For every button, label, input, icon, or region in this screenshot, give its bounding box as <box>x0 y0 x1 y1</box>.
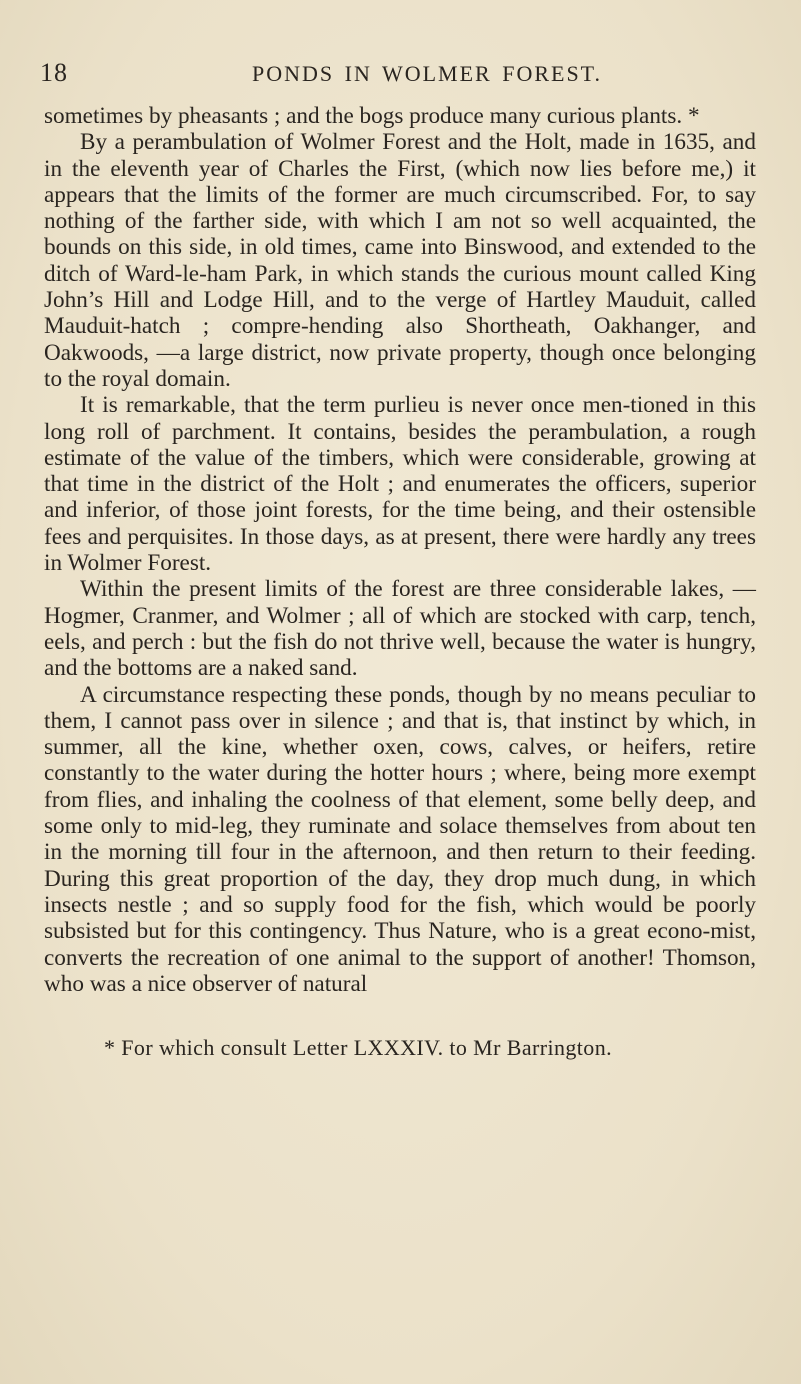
paragraph: A circumstance respecting these ponds, though by no means peculiar to them, I cannot pass over in silence ; and that is, that instinct by which, in summer, all the kine, whether oxen, cows, calves, or heifers, retire constantly to the water during the hotter hours ; where, being more exempt from flies, and inhaling the coolness of that element, some belly deep, and some only to mid-leg, they ruminate and solace themselves from about ten in the morning till four in the afternoon, and then return to their feeding. During this great proportion of the day, they drop much dung, in which insects nestle ; and so supply food for the fish, which would be poorly subsisted but for this contingency. Thus Nature, who is a great econo-mist, converts the recreation of one animal to the support of another! Thomson, who was a nice observer of natural <box>44 681 756 997</box>
page-number: 18 <box>40 58 68 87</box>
paragraph: sometimes by pheasants ; and the bogs produce many curious plants. * <box>44 103 700 129</box>
footnote: * For which consult Letter LXXXIV. to Mr Barrington. <box>104 1035 612 1060</box>
paragraph: It is remarkable, that the term purlieu is never once men-tioned in this long roll of parchment. It contains, besides the perambulation, a rough estimate of the value of the timbers, which were considerable, growing at that time in the district of the Holt ; and enumerates the officers, superior and inferior, of those joint forests, for the time being, and their ostensible fees and perquisites. In those days, as at present, there were hardly any trees in Wolmer Forest. <box>44 392 756 577</box>
paragraph: By a perambulation of Wolmer Forest and the Holt, made in 1635, and in the eleventh year of Charles the First, (which now lies before me,) it appears that the limits of the former are much circumscribed. For, to say nothing of the farther side, with which I am not so well acquainted, the bounds on this side, in old times, came into Binswood, and extended to the ditch of Ward-le-ham Park, in which stands the curious mount called King John’s Hill and Lodge Hill, and to the verge of Hartley Mauduit, called Mauduit-hatch ; compre-hending also Shortheath, Oakhanger, and Oakwoods, —a large district, now private property, though once belonging to the royal domain. <box>44 129 756 392</box>
paragraph: Within the present limits of the forest are three considerable lakes, — Hogmer, Cranmer, and Wolmer ; all of which are stocked with carp, tench, eels, and perch : but the fish do not thrive well, because the water is hungry, and the bottoms are a naked sand. <box>44 576 756 682</box>
running-head <box>40 58 761 92</box>
body-text <box>44 103 756 997</box>
running-head-title: PONDS IN WOLMER FOREST. <box>252 61 602 86</box>
